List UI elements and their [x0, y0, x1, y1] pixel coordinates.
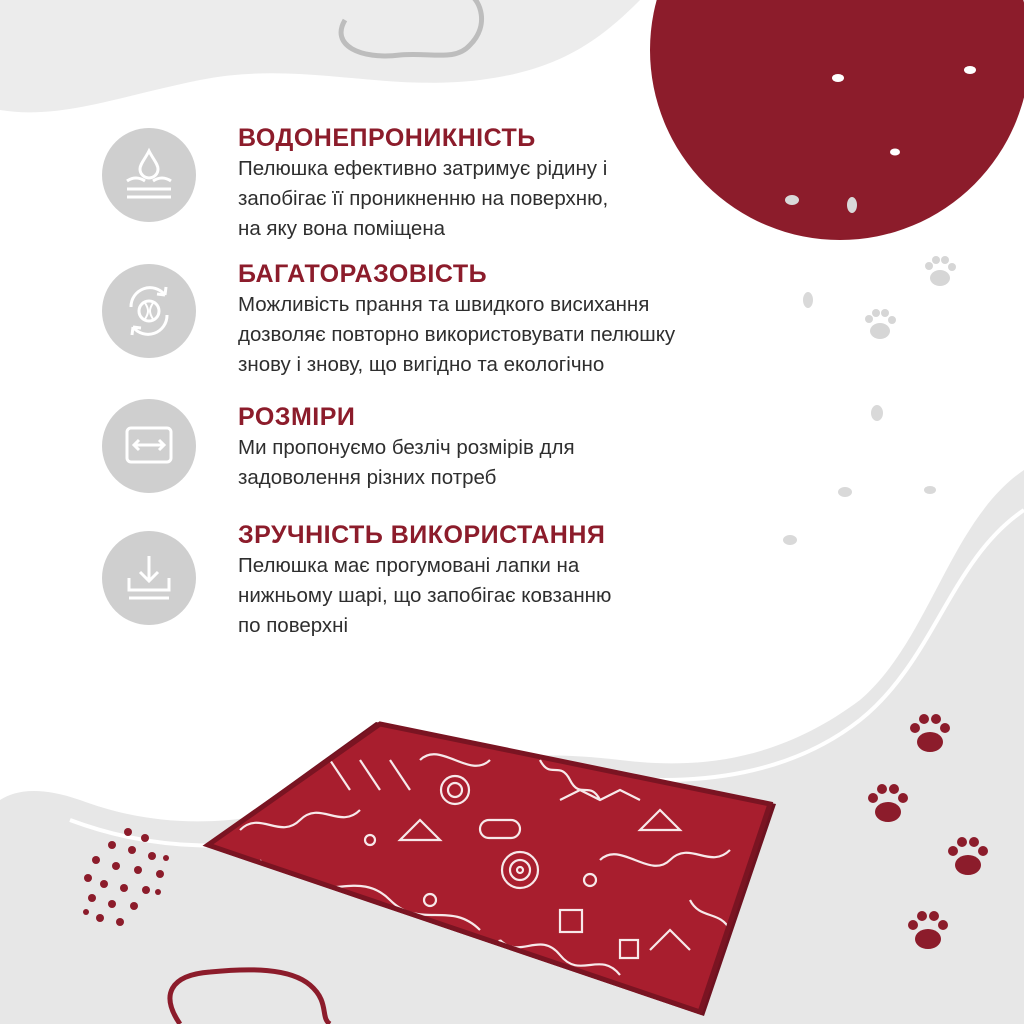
feature-title: ЗРУЧНІСТЬ ВИКОРИСТАННЯ — [238, 521, 606, 549]
feature-description: Можливість прання та швидкого висихання дозволяє повторно використовувати пелюшку знову і знову, що вигідно та екологічно — [238, 293, 676, 376]
feature-description: Ми пропонуємо безліч розмірів для задоволення різних потреб — [238, 436, 575, 489]
feature-description: Пелюшка має прогумовані лапки на нижньому шарі, що запобігає ковзанню по поверхні — [238, 554, 612, 637]
feature-title: ВОДОНЕПРОНИКНІСТЬ — [238, 124, 536, 152]
feature-title: РОЗМІРИ — [238, 403, 356, 431]
feature-description: Пелюшка ефективно затримує рідину і запобігає її проникненню на поверхню, на яку вона поміщена — [238, 157, 609, 240]
feature-title: БАГАТОРАЗОВІСТЬ — [238, 260, 488, 288]
